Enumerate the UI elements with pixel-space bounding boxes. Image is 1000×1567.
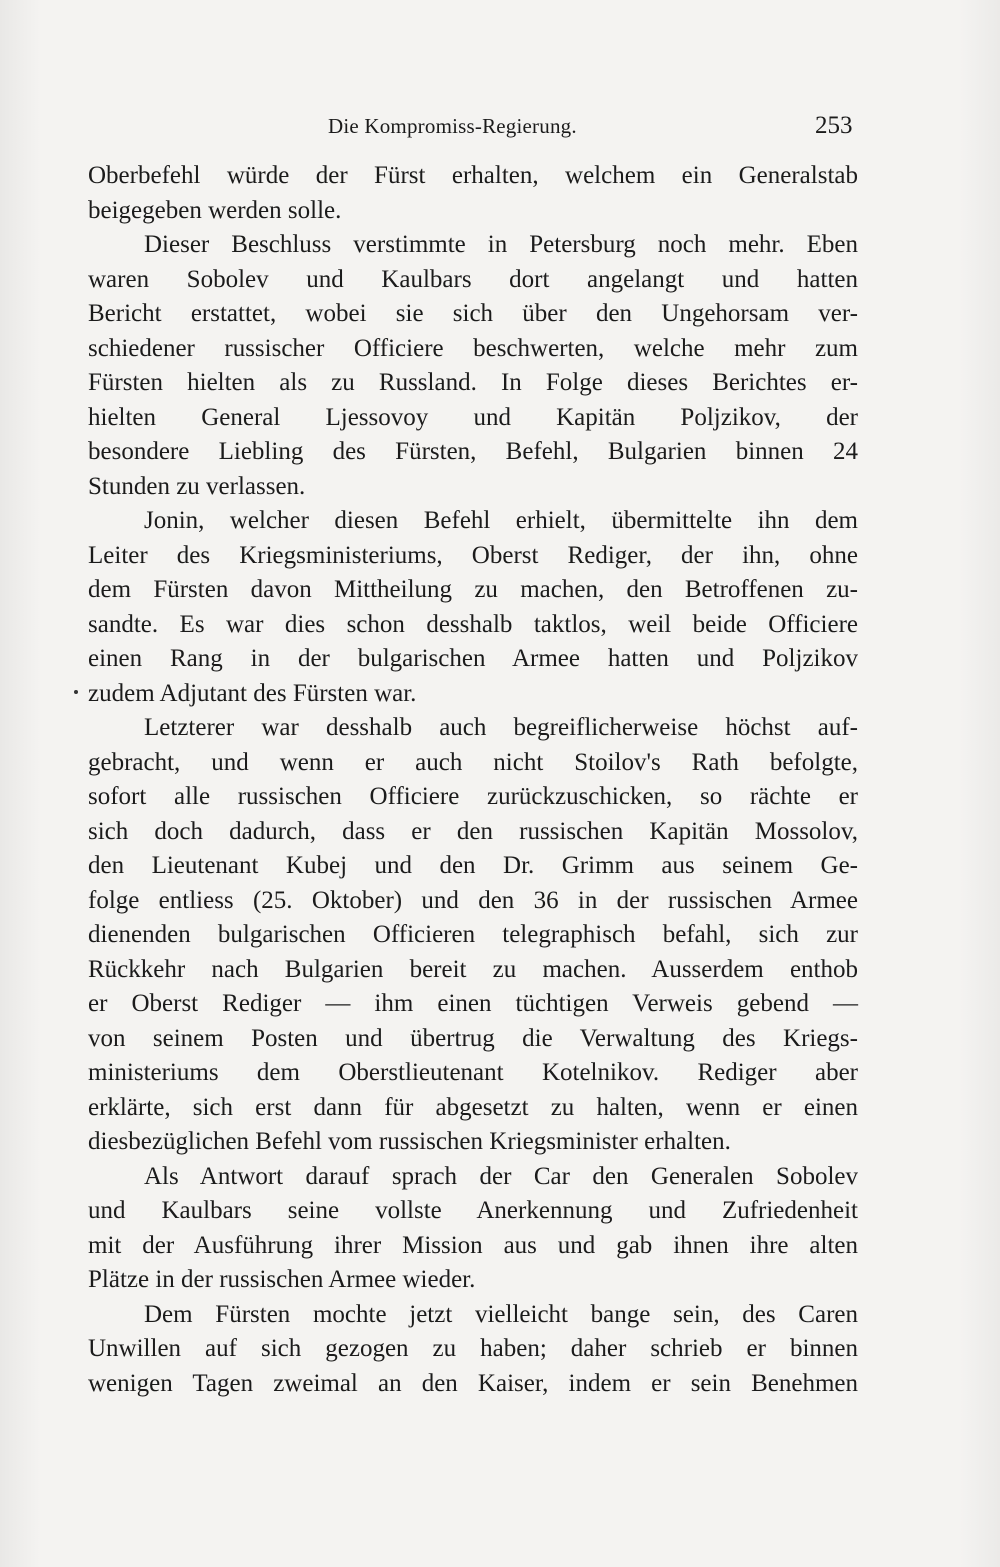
text-line: sich doch dadurch, dass er den russischen Kapitän Mossolov, — [88, 817, 858, 845]
text-line: mit der Ausführung ihrer Mission aus und gab ihnen ihre alten — [88, 1231, 858, 1259]
text-line: schiedener russischer Officiere beschwerten, welche mehr zum — [88, 334, 858, 362]
text-line: Plätze in der russischen Armee wieder. — [88, 1266, 476, 1293]
text-line: zudem Adjutant des Fürsten war. — [88, 679, 417, 707]
text-line: Stunden zu verlassen. — [88, 472, 306, 500]
text-line: Rückkehr nach Bulgarien bereit zu machen. Ausserdem enthob — [88, 955, 858, 983]
text-line: den Lieutenant Kubej und den Dr. Grimm aus seinem Ge- — [88, 852, 858, 879]
text-line: sandte. Es war dies schon desshalb taktlos, weil beide Officiere — [88, 610, 858, 638]
running-title: Die Kompromiss-Regierung. — [328, 114, 577, 138]
page-number: 253 — [815, 112, 853, 139]
text-line: waren Sobolev und Kaulbars dort angelangt und hatten — [88, 265, 858, 293]
text-line: dem Fürsten davon Mittheilung zu machen, den Betroffenen zu- — [88, 576, 858, 603]
text-line: Dem Fürsten mochte jetzt vielleicht bange sein, des Caren — [144, 1300, 858, 1328]
text-line: beigegeben werden solle. — [88, 196, 342, 224]
text-line: Oberbefehl würde der Fürst erhalten, welchem ein Generalstab — [88, 162, 858, 189]
text-line: Bericht erstattet, wobei sie sich über den Ungehorsam ver- — [88, 300, 858, 327]
text-line: sofort alle russischen Officiere zurückzuschicken, so rächte er — [88, 783, 858, 810]
text-line: Letzterer war desshalb auch begreiflicherweise höchst auf- — [144, 714, 858, 741]
text-line: Unwillen auf sich gezogen zu haben; daher schrieb er binnen — [88, 1335, 858, 1362]
text-line: folge entliess (25. Oktober) und den 36 in der russischen Armee — [88, 886, 858, 914]
text-line: und Kaulbars seine vollste Anerkennung und Zufriedenheit — [88, 1197, 858, 1224]
text-line: einen Rang in der bulgarischen Armee hatten und Poljzikov — [88, 645, 858, 672]
text-line: Fürsten hielten als zu Russland. In Folge dieses Berichtes er- — [88, 369, 858, 396]
text-line: hielten General Ljessovoy und Kapitän Poljzikov, der — [88, 403, 858, 431]
text-line: dienenden bulgarischen Officieren telegraphisch befahl, sich zur — [88, 921, 858, 948]
text-line: diesbezüglichen Befehl vom russischen Kriegsminister erhalten. — [88, 1128, 731, 1155]
text-line: Als Antwort darauf sprach der Car den Generalen Sobolev — [144, 1162, 858, 1190]
text-line: erklärte, sich erst dann für abgesetzt zu halten, wenn er einen — [88, 1093, 858, 1121]
text-line: von seinem Posten und übertrug die Verwaltung des Kriegs- — [88, 1024, 858, 1052]
text-line: Jonin, welcher diesen Befehl erhielt, übermittelte ihn dem — [144, 507, 858, 534]
text-line: Leiter des Kriegsministeriums, Oberst Rediger, der ihn, ohne — [88, 541, 858, 569]
body-text — [88, 159, 858, 1401]
running-head — [0, 108, 1000, 148]
text-line: Dieser Beschluss verstimmte in Petersburg noch mehr. Eben — [144, 231, 858, 258]
text-line: besondere Liebling des Fürsten, Befehl, Bulgarien binnen 24 — [88, 438, 858, 465]
text-line: ministeriums dem Oberstlieutenant Kotelnikov. Rediger aber — [88, 1059, 858, 1086]
print-speck — [74, 690, 78, 694]
text-line: er Oberst Rediger — ihm einen tüchtigen Verweis gebend — — [88, 990, 858, 1017]
text-line: wenigen Tagen zweimal an den Kaiser, indem er sein Benehmen — [88, 1369, 858, 1397]
text-line: gebracht, und wenn er auch nicht Stoilov's Rath befolgte, — [88, 748, 858, 776]
